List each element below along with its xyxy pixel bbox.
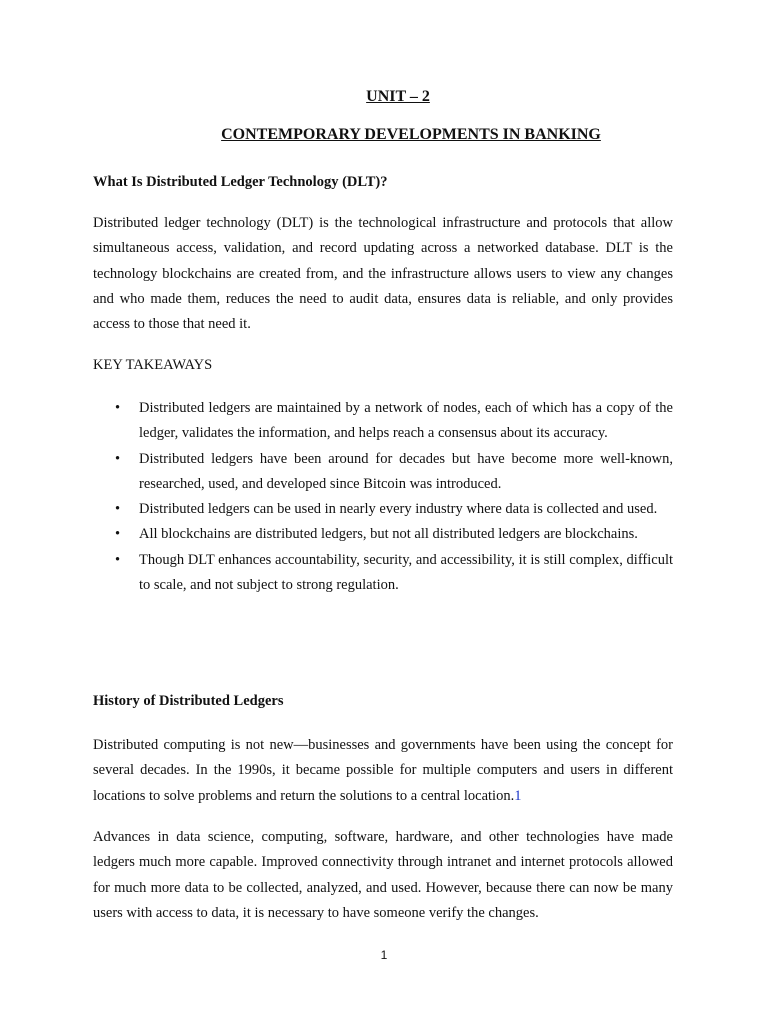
list-item bbox=[93, 497, 673, 522]
history-paragraph-1 bbox=[93, 733, 673, 809]
dlt-definition-paragraph: Distributed ledger technology (DLT) is the technological infrastructure and protocols that allow simultaneous access, validation, and record updating across a networked database. DLT is the technology blockchains are created from, and the infrastructure allows users to view any changes and who made them, reduces the need to audit data, ensures data is reliable, and only provides access to those that need it. bbox=[93, 215, 673, 333]
list-item bbox=[93, 447, 673, 498]
history-paragraph-1-text: Distributed computing is not new—businesses and governments have been using the concept for several decades. In the 1990s, it became possible for multiple computers and users in different locations to solve problems and return the solutions to a central location. bbox=[93, 737, 673, 804]
section-heading-dlt: What Is Distributed Ledger Technology (DLT)? bbox=[93, 174, 388, 190]
section-heading-history: History of Distributed Ledgers bbox=[93, 693, 284, 709]
unit-heading: UNIT – 2 bbox=[366, 88, 430, 105]
key-takeaways-list bbox=[93, 396, 673, 598]
list-item bbox=[93, 396, 673, 447]
list-item-text: All blockchains are distributed ledgers, but not all distributed ledgers are blockchains. bbox=[139, 526, 638, 543]
footnote-link[interactable]: 1 bbox=[514, 787, 522, 804]
bullet-icon: • bbox=[115, 400, 121, 416]
history-paragraph-2: Advances in data science, computing, software, hardware, and other technologies have made ledgers much more capable. Improved connectivity through intranet and internet protocols allowed for much more data to be collected, analyzed, and used. However, because there can now be many users with access to data, it is necessary to have someone verify the changes. bbox=[93, 829, 673, 921]
bullet-icon: • bbox=[115, 450, 121, 467]
key-takeaways-label: KEY TAKEAWAYS bbox=[93, 357, 213, 373]
list-item-text: Distributed ledgers are maintained by a network of nodes, each of which has a copy of the ledger, validates the information, and helps reach a consensus about its accuracy. bbox=[139, 400, 673, 442]
list-item-text: Distributed ledgers have been around for decades but have become more well-known, researched, used, and developed since Bitcoin was introduced. bbox=[139, 450, 673, 492]
list-item bbox=[93, 548, 673, 599]
bullet-icon: • bbox=[115, 551, 121, 568]
chapter-title: CONTEMPORARY DEVELOPMENTS IN BANKING bbox=[221, 126, 601, 143]
list-item-text: Distributed ledgers can be used in nearly every industry where data is collected and used. bbox=[139, 501, 658, 518]
list-item-text: Though DLT enhances accountability, security, and accessibility, it is still complex, difficult to scale, and not subject to strong regulation. bbox=[139, 551, 673, 594]
bullet-icon: • bbox=[115, 501, 121, 518]
page-number: 1 bbox=[380, 948, 388, 962]
bullet-icon: • bbox=[115, 526, 121, 543]
list-item bbox=[93, 522, 673, 547]
